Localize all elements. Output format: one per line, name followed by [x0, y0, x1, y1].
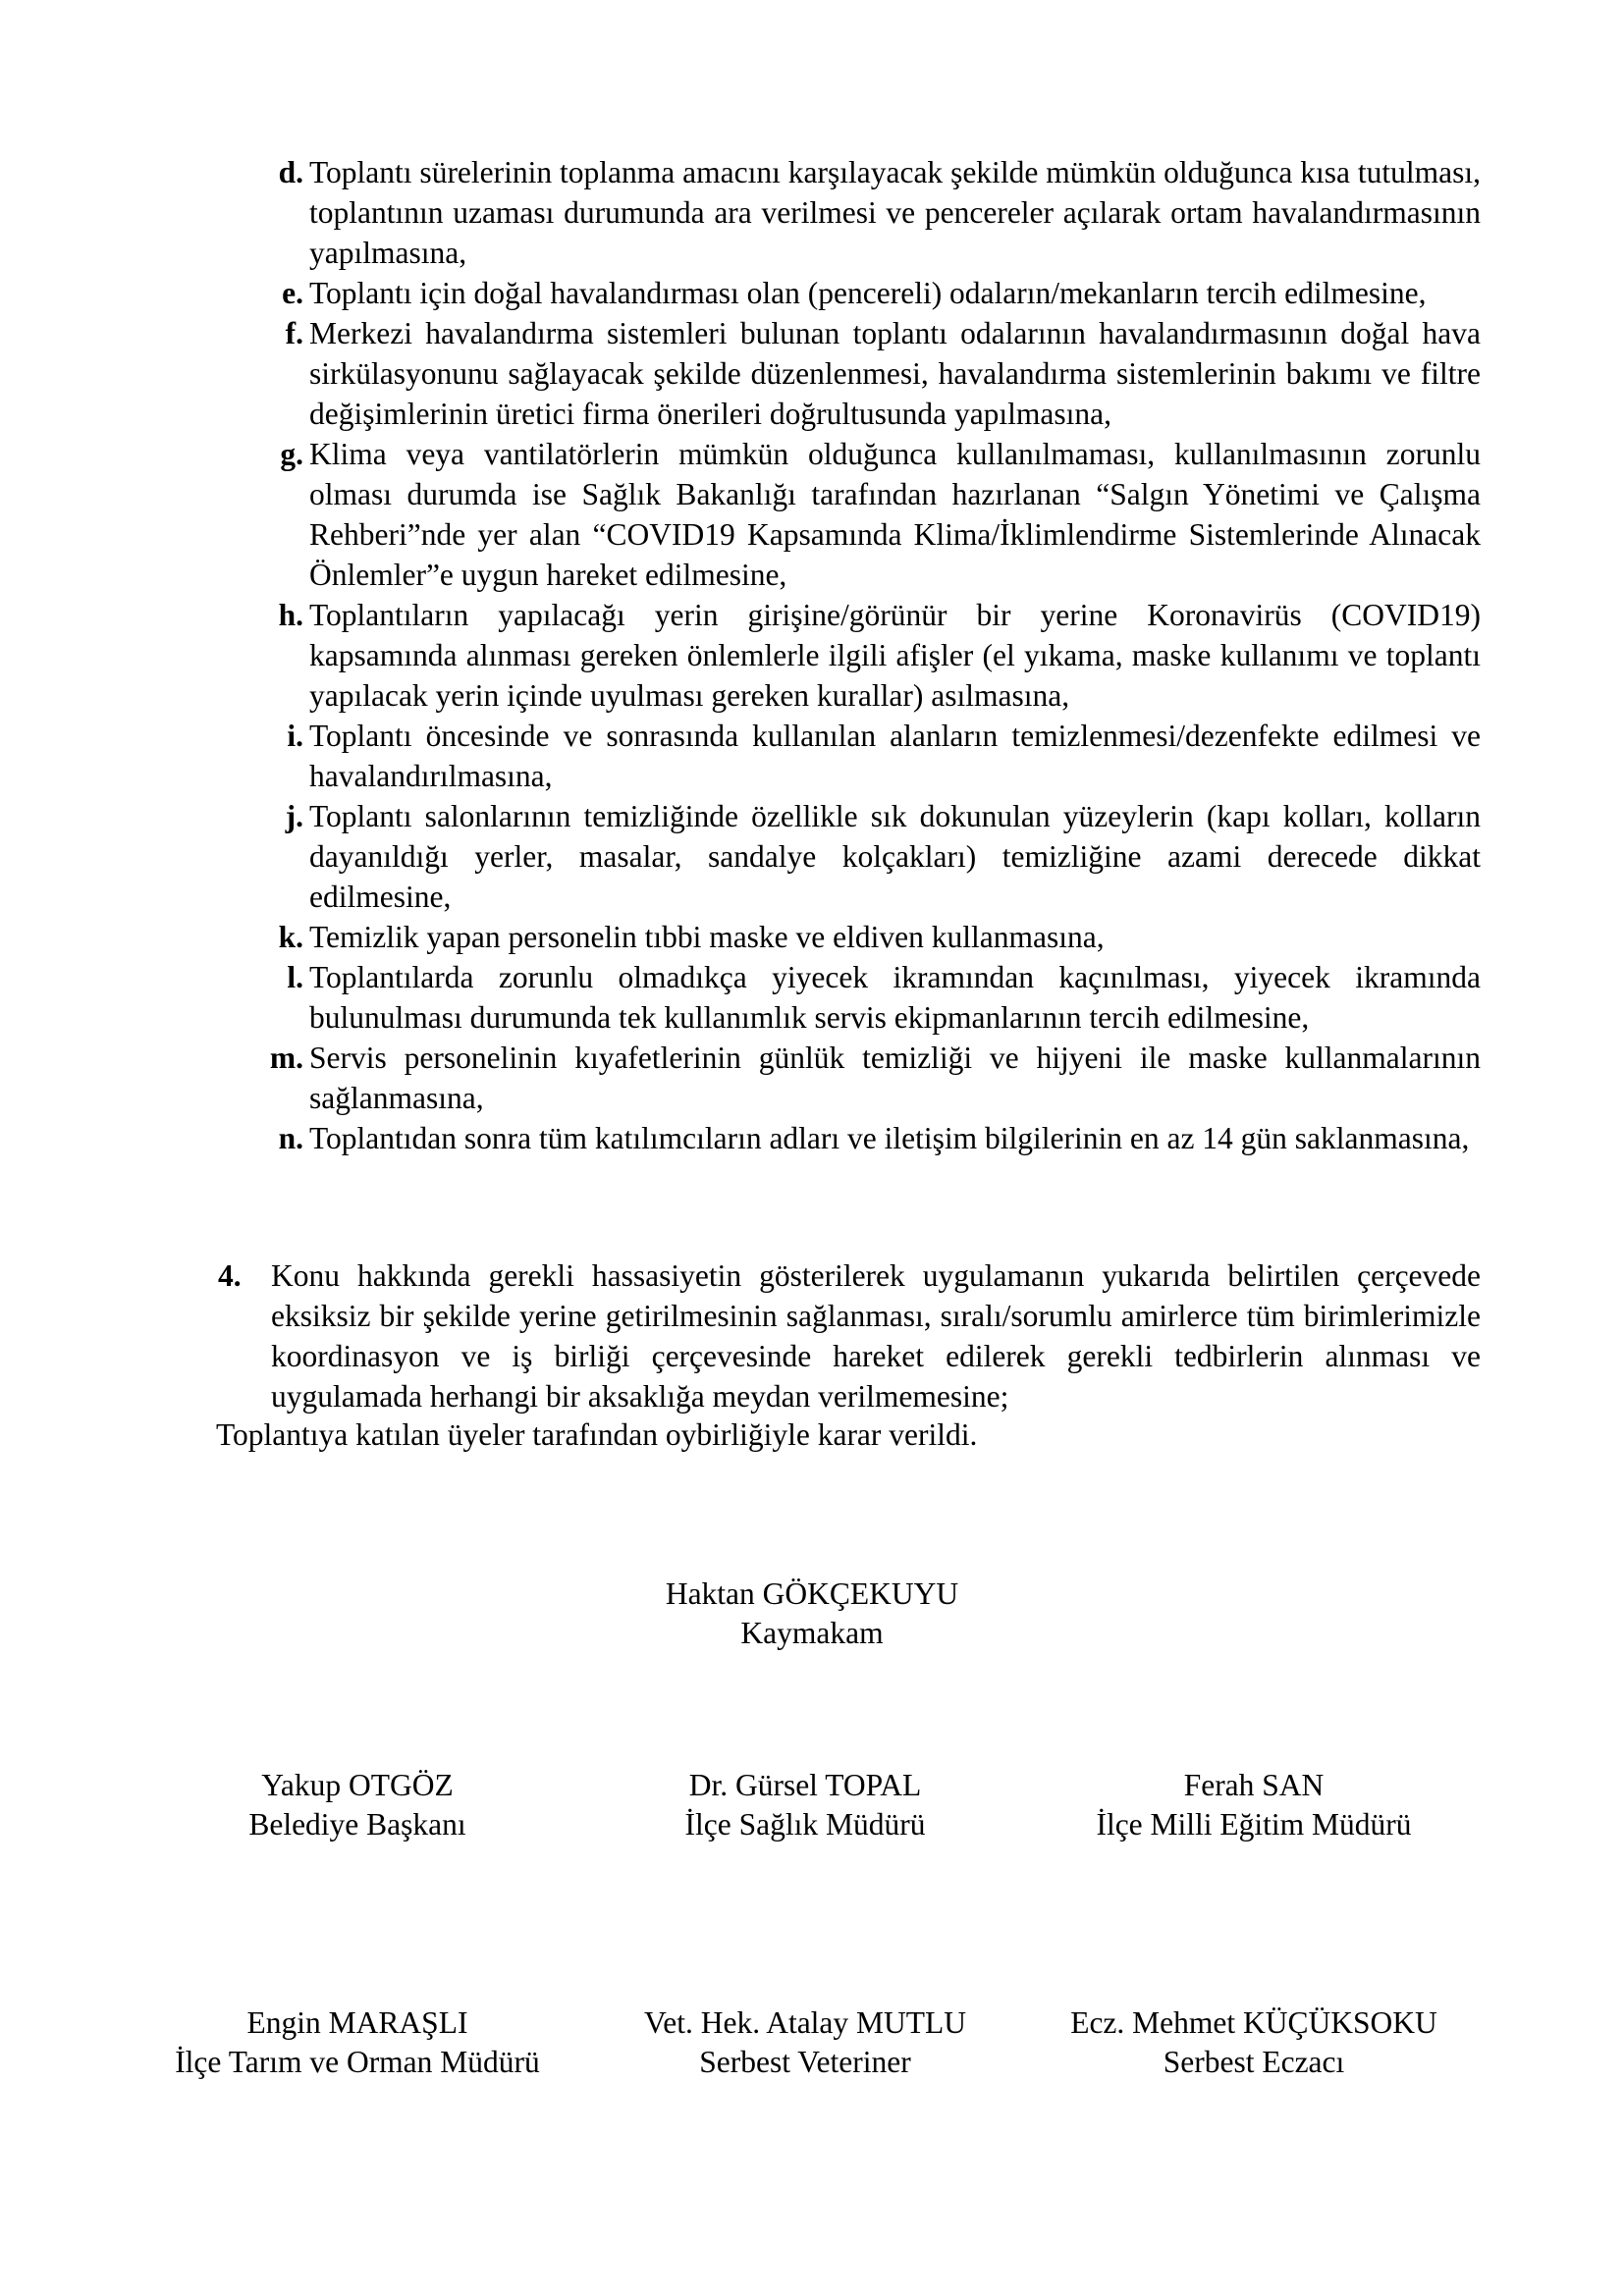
- signatory-name: Ecz. Mehmet KÜÇÜKSOKU: [1070, 2005, 1437, 2040]
- signatory-name: Yakup OTGÖZ: [261, 1768, 454, 1802]
- closing-statement: Toplantıya katılan üyeler tarafından oybirliğiyle karar verildi.: [216, 1417, 978, 1452]
- section-text: Konu hakkında gerekli hassasiyetin gösterilerek uygulamanın yukarıda belirtilen çerçevede eksiksiz bir şekilde yerine getirilmesinin sağlanması, sıralı/sorumlu amirlerce tüm birimlerimizle koordinasyon ve iş birliği çerçevesinde hareket edilerek gerekli tedbirlerin alınması ve uygulamada herhangi bir aksaklığa meydan verilmemesine;: [271, 1258, 1481, 1414]
- signatory-name: Dr. Gürsel TOPAL: [688, 1768, 922, 1802]
- signature-mayor: [102, 1766, 613, 1844]
- list-item-l: [263, 957, 1481, 1038]
- item-text: Toplantı sürelerinin toplanma amacını karşılayacak şekilde mümkün olduğunca kısa tutulması, toplantının uzaması durumunda ara verilmesi ve pencereler açılarak ortam havalandırmasının yapılmasına,: [309, 155, 1481, 270]
- item-label: d.: [278, 155, 303, 189]
- list-item-g: [263, 434, 1481, 595]
- item-text: Merkezi havalandırma sistemleri bulunan toplantı odalarının havalandırmasının doğal hava sirkülasyonunu sağlayacak şekilde düzenlenmesi, havalandırma sistemlerinin bakımı ve filtre değişimlerinin üretici firma önerileri doğrultusunda yapılmasına,: [309, 316, 1481, 431]
- item-text: Toplantı için doğal havalandırması olan (pencereli) odaların/mekanların tercih edilmesine,: [309, 276, 1427, 310]
- item-text: Toplantılarda zorunlu olmadıkça yiyecek ikramından kaçınılması, yiyecek ikramında bulunulması durumunda tek kullanımlık servis ekipmanlarının tercih edilmesine,: [309, 960, 1481, 1035]
- signatory-title: Kaymakam: [740, 1616, 884, 1650]
- list-item-j: [263, 796, 1481, 917]
- signatory-title: Serbest Veteriner: [699, 2045, 911, 2079]
- signature-pharmacist: [999, 2003, 1509, 2082]
- signature-health-director: [550, 1766, 1060, 1844]
- item-label: j.: [285, 799, 303, 833]
- list-item-n: [263, 1118, 1481, 1158]
- measures-list: [263, 152, 1481, 1158]
- item-label: n.: [278, 1121, 303, 1155]
- item-label: h.: [278, 598, 303, 632]
- item-text: Toplantıların yapılacağı yerin girişine/görünür bir yerine Koronavirüs (COVID19) kapsamında alınması gereken önlemlerle ilgili afişler (el yıkama, maske kullanımı ve toplantı yapılacak yerin içinde uyulması gereken kurallar) asılmasına,: [309, 598, 1481, 713]
- signatory-title: İlçe Sağlık Müdürü: [684, 1807, 926, 1842]
- list-item-e: [263, 273, 1481, 313]
- item-label: i.: [287, 719, 303, 753]
- signatory-name: Engin MARAŞLI: [246, 2005, 468, 2040]
- signatory-name: Haktan GÖKÇEKUYU: [665, 1576, 959, 1611]
- list-item-d: [263, 152, 1481, 273]
- item-label: f.: [285, 316, 303, 350]
- item-label: e.: [282, 276, 303, 310]
- signatory-name: Vet. Hek. Atalay MUTLU: [643, 2005, 967, 2040]
- signatory-title: İlçe Milli Eğitim Müdürü: [1096, 1807, 1412, 1842]
- item-text: Klima veya vantilatörlerin mümkün olduğunca kullanılmaması, kullanılmasının zorunlu olması durumda ise Sağlık Bakanlığı tarafından hazırlanan “Salgın Yönetimi ve Çalışma Rehberi”nde yer alan “COVID19 Kapsamında Klima/İklimlendirme Sistemlerinde Alınacak Önlemler”e uygun hareket edilmesine,: [309, 437, 1481, 592]
- signature-education-director: [999, 1766, 1509, 1844]
- item-label: k.: [278, 920, 303, 954]
- signature-veterinarian: [550, 2003, 1060, 2082]
- item-label: l.: [287, 960, 303, 994]
- list-item-m: [263, 1038, 1481, 1118]
- signature-chair: [557, 1575, 1067, 1653]
- signatory-name: Ferah SAN: [1183, 1768, 1325, 1802]
- section-label: 4.: [218, 1258, 242, 1293]
- list-item-i: [263, 716, 1481, 796]
- item-text: Temizlik yapan personelin tıbbi maske ve eldiven kullanmasına,: [309, 920, 1105, 954]
- list-item-k: [263, 917, 1481, 957]
- list-item-h: [263, 595, 1481, 716]
- section-4: [218, 1255, 1481, 1416]
- item-text: Toplantıdan sonra tüm katılımcıların adları ve iletişim bilgilerinin en az 14 gün saklanmasına,: [309, 1121, 1470, 1155]
- list-item-f: [263, 313, 1481, 434]
- signature-agriculture-director: [102, 2003, 613, 2082]
- signatory-title: Serbest Eczacı: [1163, 2045, 1345, 2079]
- item-label: g.: [280, 437, 303, 471]
- signatory-title: Belediye Başkanı: [248, 1807, 466, 1842]
- item-label: m.: [269, 1041, 303, 1075]
- item-text: Toplantı öncesinde ve sonrasında kullanılan alanların temizlenmesi/dezenfekte edilmesi ve havalandırılmasına,: [309, 719, 1481, 793]
- item-text: Servis personelinin kıyafetlerinin günlük temizliği ve hijyeni ile maske kullanmalarının sağlanmasına,: [309, 1041, 1481, 1115]
- item-text: Toplantı salonlarının temizliğinde özellikle sık dokunulan yüzeylerin (kapı kolları, kolların dayanıldığı yerler, masalar, sandalye kolçakları) temizliğine azami derecede dikkat edilmesine,: [309, 799, 1481, 914]
- signatory-title: İlçe Tarım ve Orman Müdürü: [175, 2045, 540, 2079]
